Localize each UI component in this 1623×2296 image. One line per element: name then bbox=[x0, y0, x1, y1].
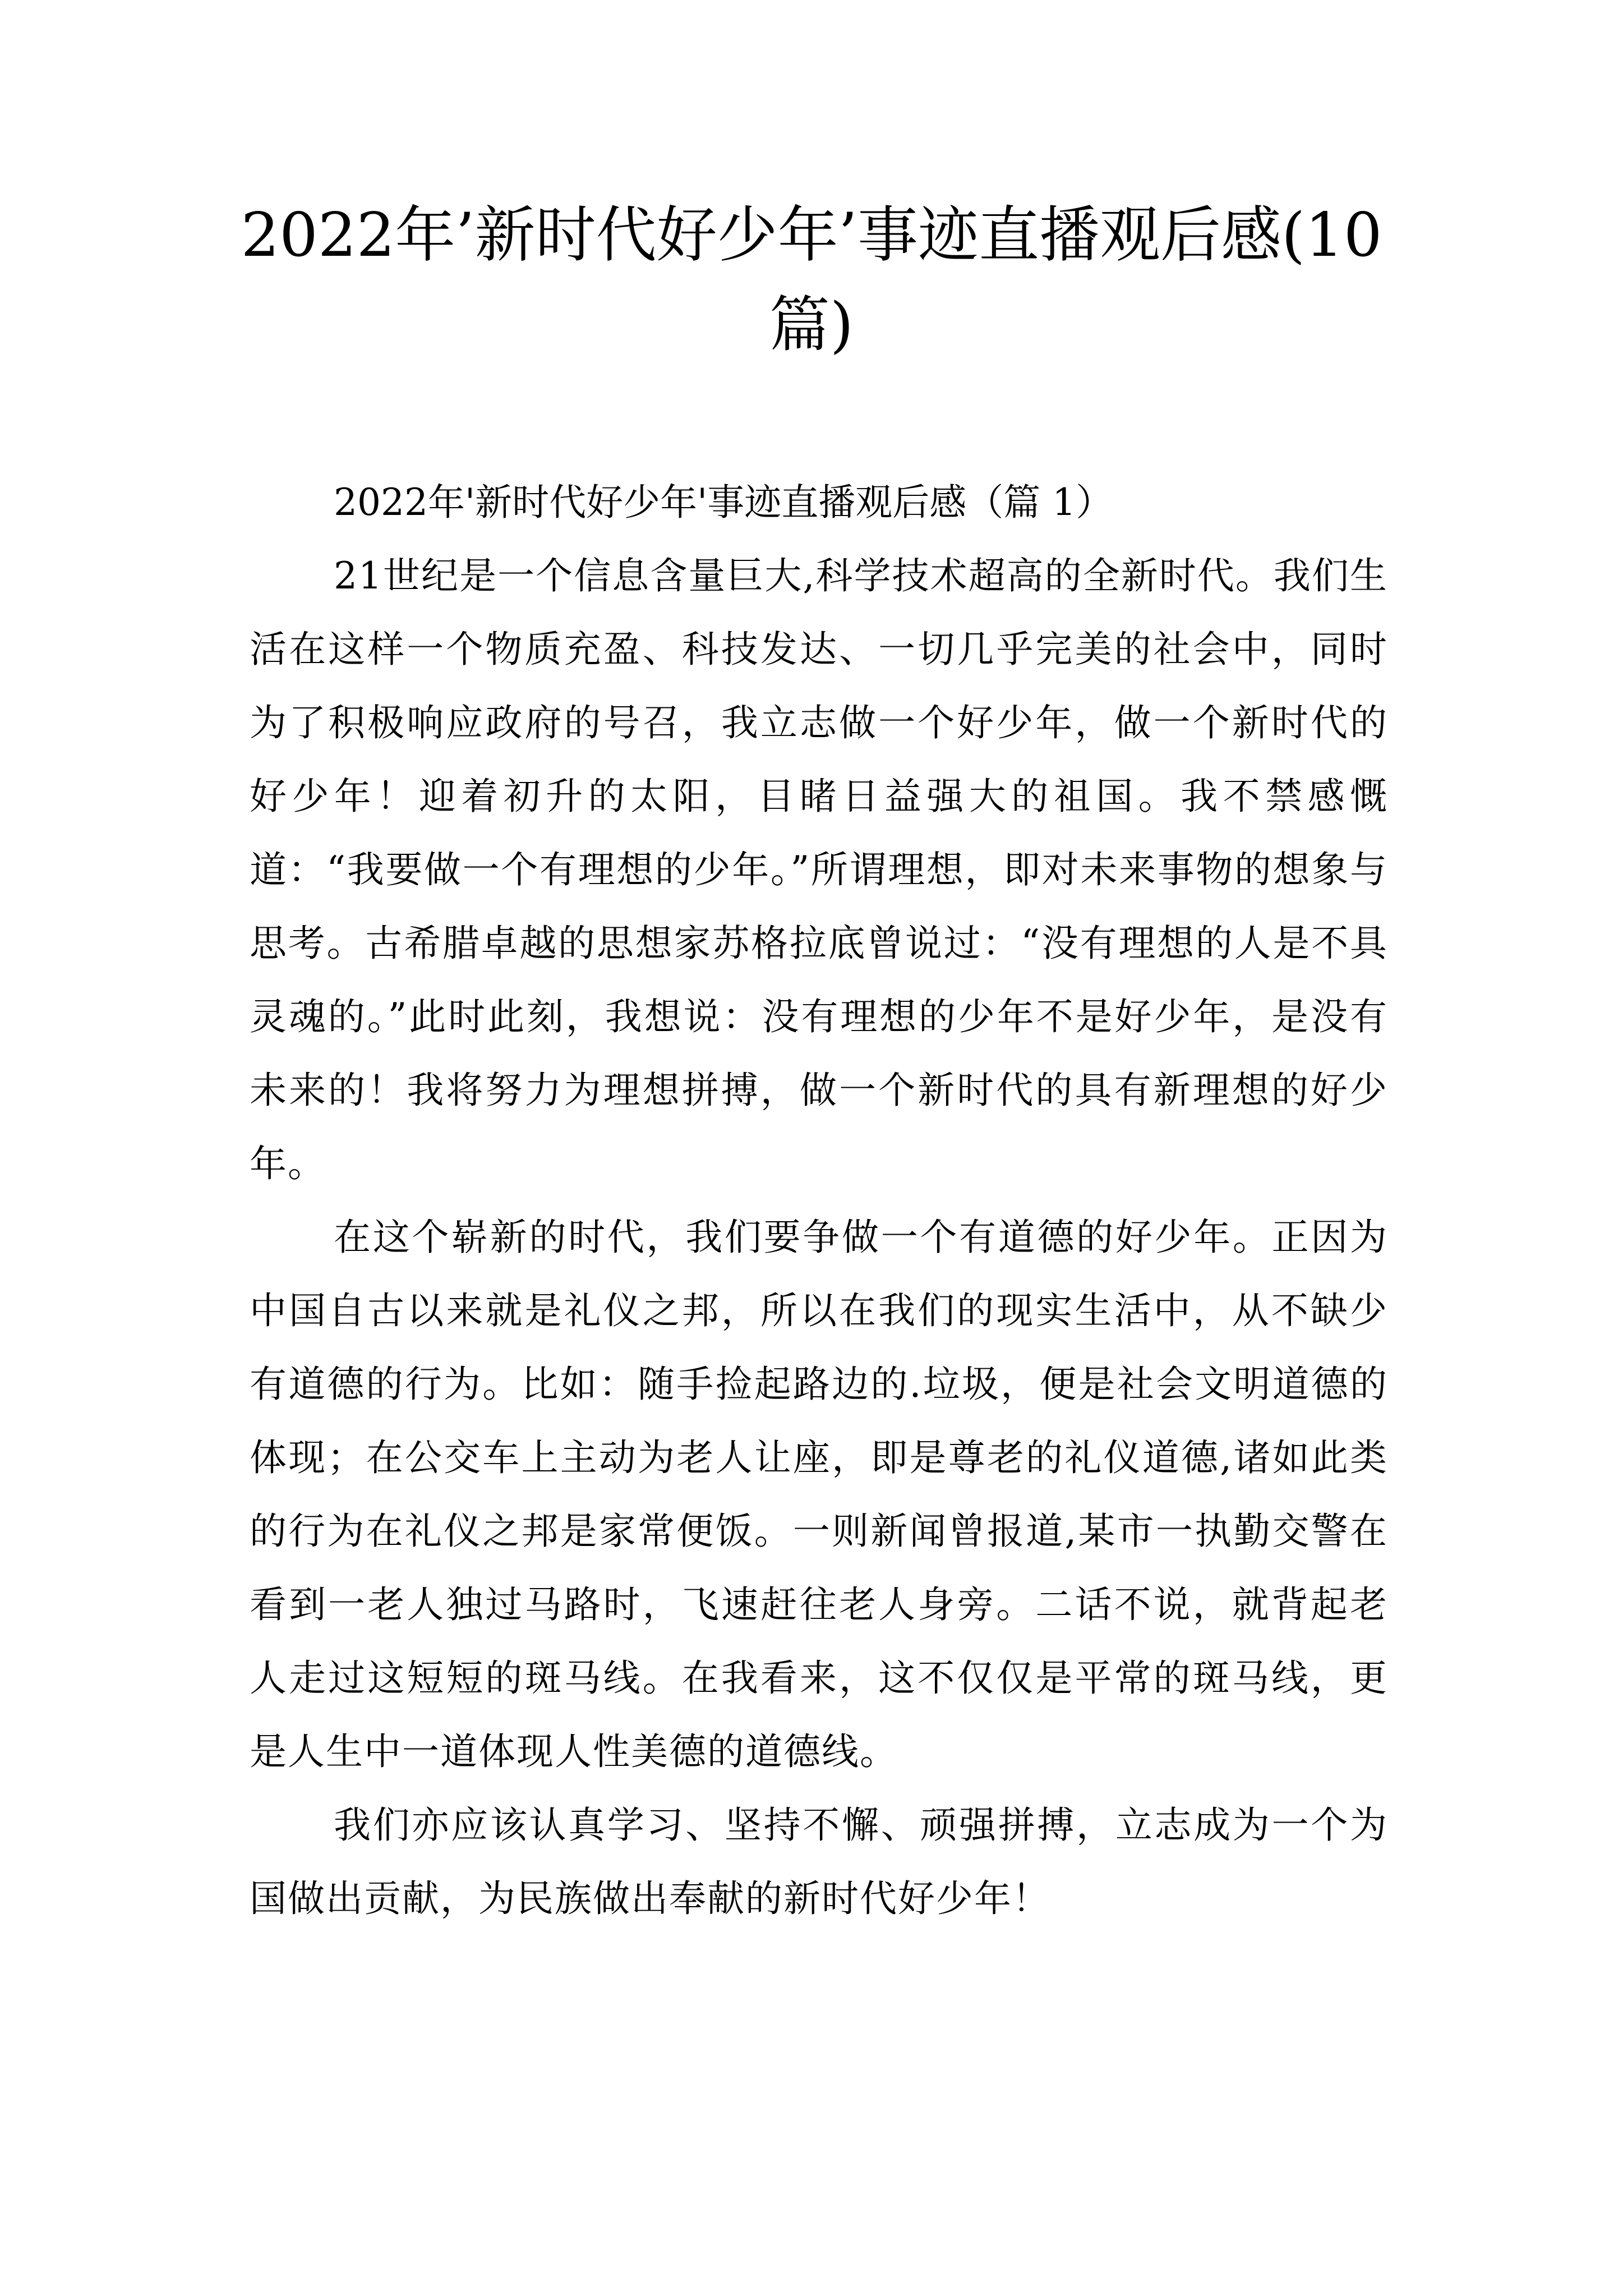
section-heading: 2022年'新时代好少年'事迹直播观后感（篇 1） bbox=[334, 481, 1113, 524]
document-body bbox=[250, 466, 1388, 1935]
document-title: 2022年’新时代好少年’事迹直播观后感(10篇) bbox=[241, 200, 1382, 360]
paragraph-1: 21世纪是一个信息含量巨大,科学技术超高的全新时代。我们生活在这样一个物质充盈、科技发达、一切几乎完美的社会中，同时为了积极响应政府的号召，我立志做一个好少年，做一个新时代的好少年！迎着初升的太阳，目睹日益强大的祖国。我不禁感慨道：“我要做一个有理想的少年。”所谓理想，即对未来事物的想象与思考。古希腊卓越的思想家苏格拉底曾说过：“没有理想的人是不具灵魂的。”此时此刻，我想说：没有理想的少年不是好少年，是没有未来的！我将努力为理想拼搏，做一个新时代的具有新理想的好少年。 bbox=[250, 554, 1388, 1185]
paragraph-3: 我们亦应该认真学习、坚持不懈、顽强拼搏，立志成为一个为国做出贡献，为民族做出奉献的新时代好少年！ bbox=[250, 1803, 1388, 1920]
paragraph-2: 在这个崭新的时代，我们要争做一个有道德的好少年。正因为中国自古以来就是礼仪之邦，所以在我们的现实生活中，从不缺少有道德的行为。比如：随手捡起路边的.垃圾，便是社会文明道德的体现；在公交车上主动为老人让座，即是尊老的礼仪道德,诸如此类的行为在礼仪之邦是家常便饭。一则新闻曾报道,某市一执勤交警在看到一老人独过马路时，飞速赶往老人身旁。二话不说，就背起老人走过这短短的斑马线。在我看来，这不仅仅是平常的斑马线，更是人生中一道体现人性美德的道德线。 bbox=[250, 1216, 1388, 1773]
